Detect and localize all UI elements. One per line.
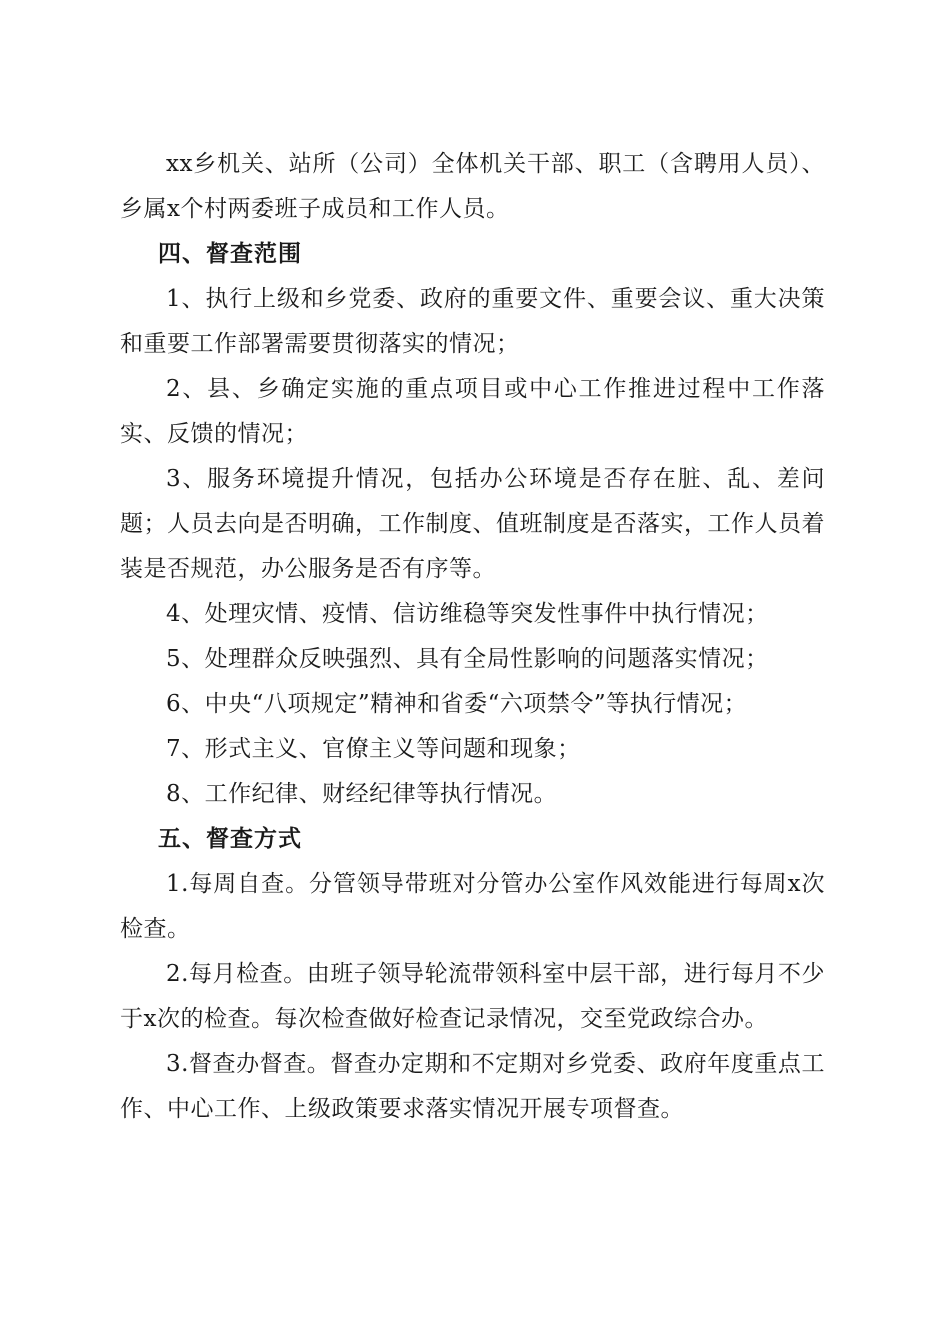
method-item-2: 2.每月检查。由班子领导轮流带领科室中层干部，进行每月不少于x次的检查。每次检查做好检查记录情况，交至党政综合办。 xyxy=(120,961,825,1032)
method-item-3: 3.督查办督查。督查办定期和不定期对乡党委、政府年度重点工作、中心工作、上级政策要求落实情况开展专项督查。 xyxy=(120,1051,825,1122)
scope-item-2: 2、县、乡确定实施的重点项目或中心工作推进过程中工作落实、反馈的情况； xyxy=(120,376,825,447)
scope-item-8: 8、工作纪律、财经纪律等执行情况。 xyxy=(166,781,558,807)
scope-item-1: 1、执行上级和乡党委、政府的重要文件、重要会议、重大决策和重要工作部署需要贯彻落实的情况； xyxy=(120,286,825,357)
section-heading-method: 五、督查方式 xyxy=(158,826,302,852)
scope-item-5: 5、处理群众反映强烈、具有全局性影响的问题落实情况； xyxy=(166,646,769,672)
intro-paragraph: xx乡机关、站所（公司）全体机关干部、职工（含聘用人员）、乡属x个村两委班子成员和工作人员。 xyxy=(120,151,825,222)
scope-item-7: 7、形式主义、官僚主义等问题和现象； xyxy=(166,736,581,762)
scope-item-4: 4、处理灾情、疫情、信访维稳等突发性事件中执行情况； xyxy=(166,601,769,627)
document-page xyxy=(120,142,825,1132)
section-heading-scope: 四、督查范围 xyxy=(158,241,302,267)
scope-item-6: 6、中央“八项规定”精神和省委“六项禁令”等执行情况； xyxy=(166,691,748,717)
scope-item-3: 3、服务环境提升情况，包括办公环境是否存在脏、乱、差问题；人员去向是否明确，工作制度、值班制度是否落实，工作人员着装是否规范，办公服务是否有序等。 xyxy=(120,466,825,582)
method-item-1: 1.每周自查。分管领导带班对分管办公室作风效能进行每周x次检查。 xyxy=(120,871,825,942)
